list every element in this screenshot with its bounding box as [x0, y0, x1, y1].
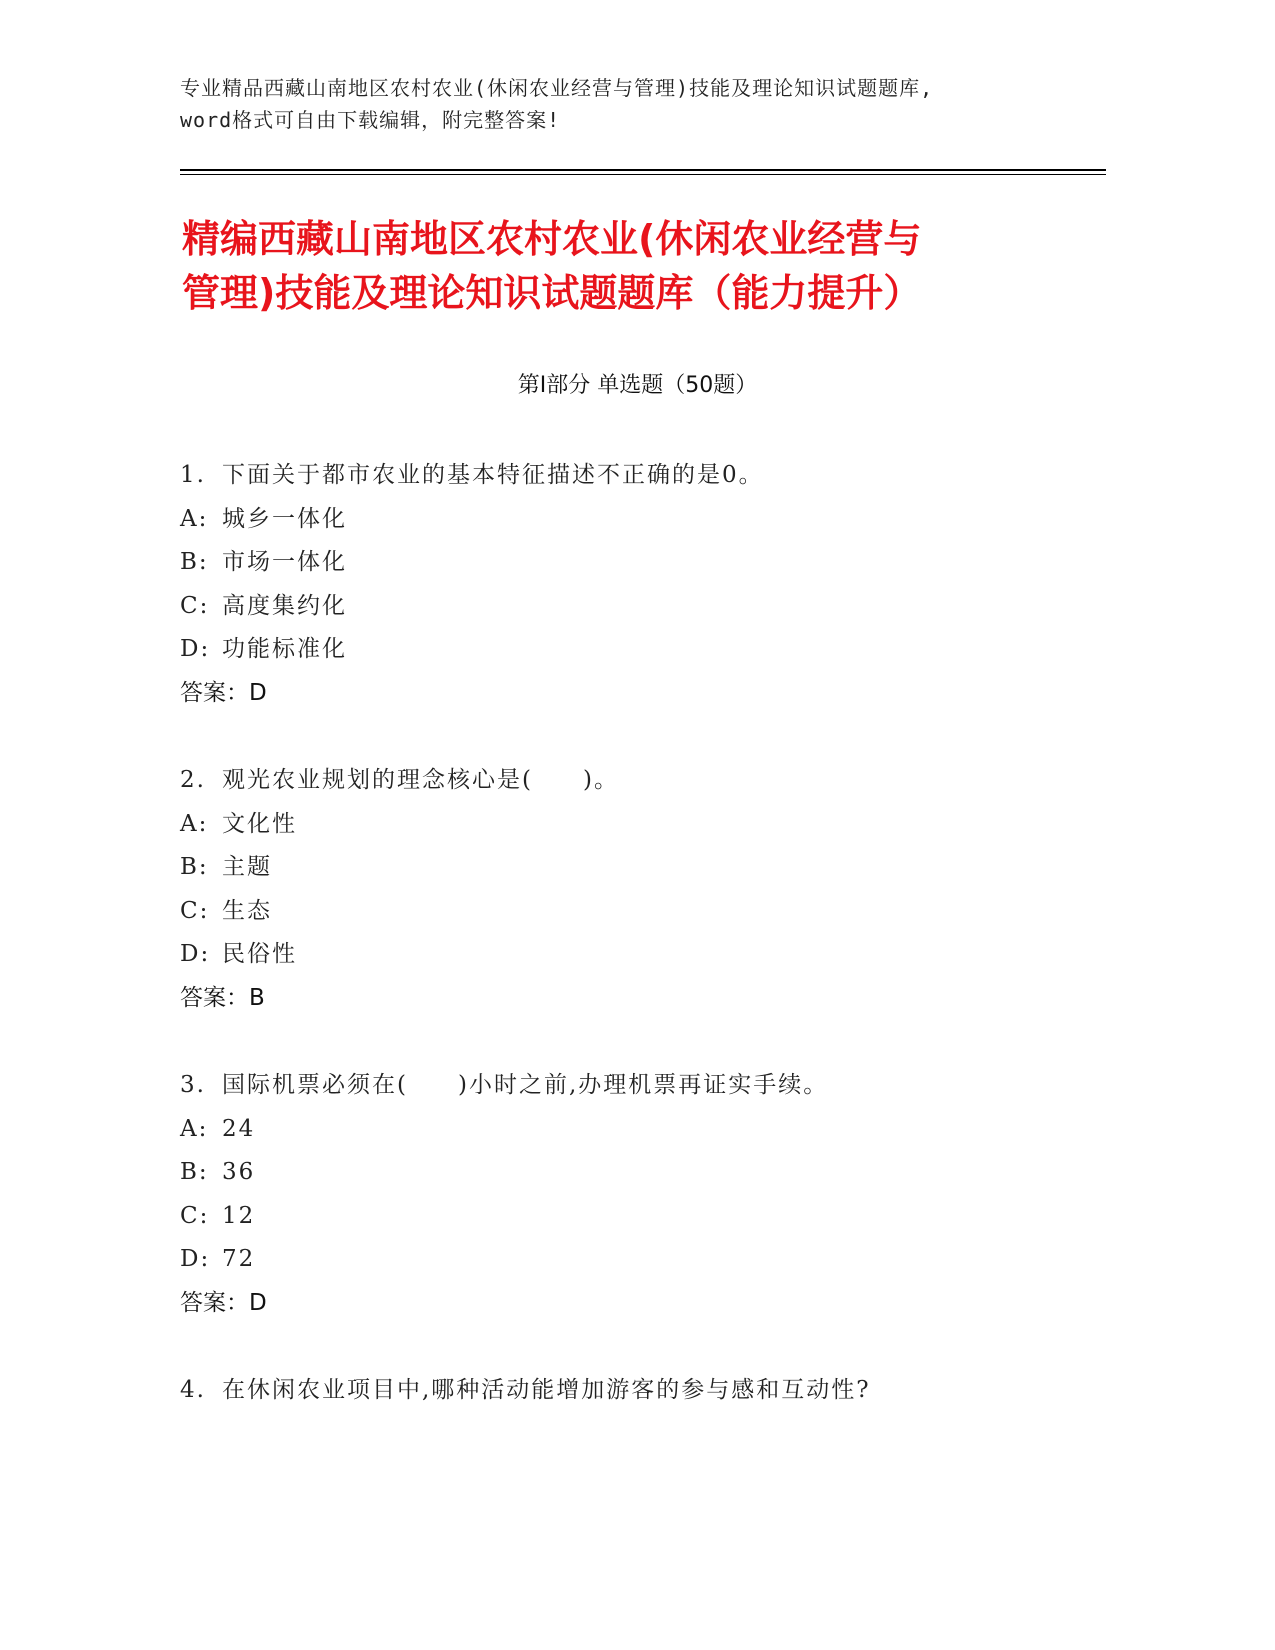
option-text: 高度集约化 [222, 592, 347, 619]
option-c [180, 890, 1120, 934]
question-text: 下面关于都市农业的基本特征描述不正确的是0。 [222, 462, 764, 488]
option-label: D: [180, 941, 211, 967]
question-stem [180, 759, 1120, 803]
question-text: 在休闲农业项目中,哪种活动能增加游客的参与感和互动性? [222, 1377, 871, 1403]
option-text: 功能标准化 [222, 636, 347, 662]
option-text: 市场一体化 [222, 549, 347, 575]
option-a [180, 498, 1120, 542]
option-label: D: [180, 636, 211, 662]
answer-line: 答案：D [180, 679, 267, 706]
option-b [180, 846, 1120, 890]
question-stem [180, 454, 1120, 498]
question-number: 2. [180, 767, 206, 793]
option-label: C: [180, 897, 210, 924]
question-4 [180, 1369, 1120, 1413]
option-label: D: [180, 1246, 211, 1272]
option-text: 主题 [222, 854, 272, 880]
document-title [182, 212, 1082, 320]
option-label: C: [180, 592, 210, 619]
option-label: A: [180, 810, 209, 837]
option-label: A: [180, 505, 209, 532]
header-divider-thin [180, 174, 1106, 175]
answer-line: 答案：D [180, 1289, 267, 1316]
option-label: B: [180, 549, 209, 575]
option-text: 36 [222, 1159, 256, 1185]
answer-line: 答案：B [180, 984, 265, 1011]
section-heading: 第Ⅰ部分 单选题（50题） [517, 373, 758, 398]
option-text: 12 [222, 1202, 256, 1229]
question-stem [180, 1369, 1120, 1413]
option-d [180, 628, 1120, 672]
option-label: B: [180, 854, 209, 880]
document-title-line-1: 精编西藏山南地区农村农业(休闲农业经营与 [182, 217, 922, 261]
header-note-line-2: word格式可自由下载编辑，附完整答案! [180, 108, 561, 132]
document-title-line-2: 管理)技能及理论知识试题题库（能力提升） [182, 271, 922, 315]
question-text: 观光农业规划的理念核心是( )。 [222, 767, 619, 793]
option-b [180, 1151, 1120, 1195]
option-d [180, 1238, 1120, 1282]
option-text: 文化性 [222, 810, 297, 837]
option-text: 72 [222, 1246, 256, 1272]
option-text: 24 [222, 1115, 256, 1142]
option-d [180, 933, 1120, 977]
option-label: C: [180, 1202, 210, 1229]
question-1 [180, 454, 1120, 715]
option-a [180, 803, 1120, 847]
option-c [180, 1195, 1120, 1239]
question-number: 3. [180, 1072, 206, 1098]
option-c [180, 585, 1120, 629]
question-3 [180, 1064, 1120, 1325]
question-text: 国际机票必须在( )小时之前,办理机票再证实手续。 [222, 1072, 829, 1098]
option-b [180, 541, 1120, 585]
question-2 [180, 759, 1120, 1020]
header-divider-thick [180, 169, 1106, 171]
option-text: 生态 [222, 897, 272, 924]
header-note-line-1: 专业精品西藏山南地区农村农业(休闲农业经营与管理)技能及理论知识试题题库, [180, 76, 934, 100]
option-a [180, 1108, 1120, 1152]
question-number: 4. [180, 1377, 206, 1403]
option-text: 民俗性 [222, 941, 297, 967]
option-label: A: [180, 1115, 209, 1142]
option-label: B: [180, 1159, 209, 1185]
option-text: 城乡一体化 [222, 505, 347, 532]
question-number: 1. [180, 462, 206, 488]
header-note [180, 72, 1080, 136]
question-stem [180, 1064, 1120, 1108]
